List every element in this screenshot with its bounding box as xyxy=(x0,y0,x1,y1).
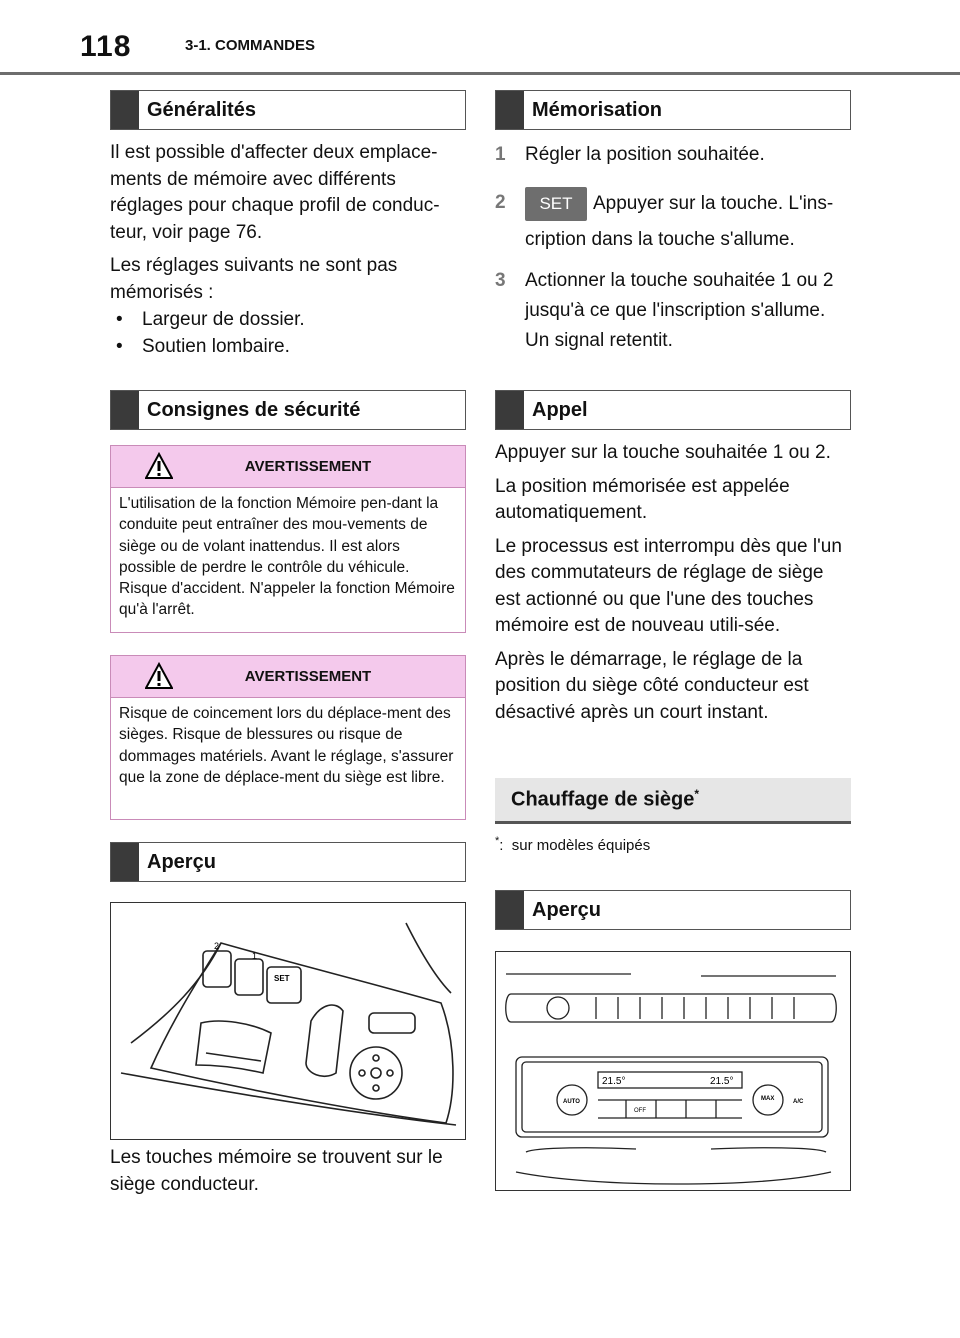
climate-panel-figure xyxy=(495,951,851,1191)
bullet-icon: • xyxy=(116,309,123,330)
step-number: 3 xyxy=(495,270,506,291)
heading-text: Mémorisation xyxy=(532,98,663,121)
figure-caption xyxy=(110,1145,466,1198)
step-item xyxy=(495,140,851,170)
generalites-body xyxy=(110,140,466,360)
step-number: 2 xyxy=(495,192,506,213)
paragraph: La position mémorisée est appelée automatiquement. xyxy=(495,475,790,523)
step-number: 1 xyxy=(495,144,506,165)
heading-text: Généralités xyxy=(147,98,256,121)
list-item xyxy=(110,306,466,333)
off-label: OFF xyxy=(634,1108,646,1114)
warning-text: L'utilisation de la fonction Mémoire pen-dant la conduite peut entraîner des mou-vements de siège ou de volant inattendus. Il est alors possible de perdre le contrôle du véhicule. Risque d'accident. N'appeler la fonction Mémoire qu'à l'arrêt. xyxy=(119,495,455,619)
page-header xyxy=(0,0,960,74)
list-item xyxy=(110,333,466,360)
button-label: 2 xyxy=(214,941,220,951)
step-text: Régler la position souhaitée. xyxy=(525,144,765,165)
list-item-text: Largeur de dossier. xyxy=(142,309,305,330)
heading-text: Chauffage de siège* xyxy=(511,787,700,811)
memorisation-steps xyxy=(495,140,851,356)
paragraph: Il est possible d'affecter deux emplace-ments de mémoire avec différents réglages pour chaque profil de conduc-teur, voir page 76. xyxy=(110,142,440,243)
heading-bar xyxy=(111,843,139,881)
appel-body xyxy=(495,440,851,726)
footnote: *: sur modèles équipés xyxy=(495,835,651,854)
list-item-text: Soutien lombaire. xyxy=(142,336,290,357)
footnote-text: sur modèles équipés xyxy=(511,837,651,854)
section-heading-securite xyxy=(110,390,466,430)
temperature-left: 21.5° xyxy=(602,1076,626,1087)
set-button-icon: SET xyxy=(525,187,587,221)
seat-controls-illustration xyxy=(111,903,465,1139)
bullet-icon: • xyxy=(116,336,123,357)
heading-text: Appel xyxy=(532,398,588,421)
heading-bar xyxy=(496,891,524,929)
seat-memory-buttons-figure xyxy=(110,902,466,1140)
paragraph: Appuyer sur la touche souhaitée 1 ou 2. xyxy=(495,442,831,463)
ac-label: A/C xyxy=(793,1099,804,1105)
section-heading-appel xyxy=(495,390,851,430)
page-number: 118 xyxy=(80,30,132,63)
button-label: 1 xyxy=(252,951,258,961)
warning-header xyxy=(111,656,465,698)
section-heading-generalites xyxy=(110,90,466,130)
step-text: Appuyer sur la touche. L'ins-cription dans la touche s'allume. xyxy=(525,193,834,250)
step-text: Actionner la touche souhaitée 1 ou 2 jusqu'à ce que l'inscription s'allume. Un signal retentit. xyxy=(525,270,834,351)
step-body xyxy=(525,186,851,258)
heading-text: Aperçu xyxy=(147,850,216,873)
caption-text: Les touches mémoire se trouvent sur le siège conducteur. xyxy=(110,1147,443,1195)
paragraph: Le processus est interrompu dès que l'un des commutateurs de réglage de siège est actionné ou que l'une des touches mémoire est de nouveau utili-sée. xyxy=(495,535,842,636)
section-heading-memorisation xyxy=(495,90,851,130)
section-heading-chauffage xyxy=(495,778,851,824)
heading-text: Consignes de sécurité xyxy=(147,398,361,421)
heading-text: Aperçu xyxy=(532,898,601,921)
heading-bar xyxy=(496,91,524,129)
warning-box-memory xyxy=(110,445,466,633)
warning-label: AVERTISSEMENT xyxy=(244,668,372,685)
max-label: MAX xyxy=(761,1096,775,1102)
asterisk-marker: * xyxy=(495,835,500,847)
chapter-title: 3-1. COMMANDES xyxy=(185,37,316,54)
paragraph: Les réglages suivants ne sont pas mémorisés : xyxy=(110,255,398,303)
asterisk-marker: * xyxy=(694,787,700,802)
warning-header xyxy=(111,446,465,488)
warning-triangle-icon xyxy=(145,452,173,480)
paragraph: Après le démarrage, le réglage de la position du siège côté conducteur est désactivé après un court instant. xyxy=(495,648,809,723)
warning-box-pinching xyxy=(110,655,466,820)
step-item xyxy=(495,186,851,258)
temperature-right: 21.5° xyxy=(710,1076,734,1087)
section-heading-apercu-2 xyxy=(495,890,851,930)
heading-bar xyxy=(111,91,139,129)
warning-label: AVERTISSEMENT xyxy=(244,458,372,475)
section-heading-apercu xyxy=(110,842,466,882)
heading-bar xyxy=(111,391,139,429)
warning-text: Risque de coincement lors du déplace-ment des sièges. Risque de blessures ou risque de dommages matériels. Avant le réglage, s'assurer que la zone de déplace-ment du siège est libre. xyxy=(119,705,454,786)
climate-control-illustration xyxy=(496,952,850,1190)
warning-triangle-icon xyxy=(145,662,173,690)
step-item xyxy=(495,266,851,356)
heading-bar xyxy=(496,391,524,429)
button-label: SET xyxy=(274,974,290,983)
header-divider xyxy=(0,72,960,75)
auto-label: AUTO xyxy=(563,1099,580,1105)
